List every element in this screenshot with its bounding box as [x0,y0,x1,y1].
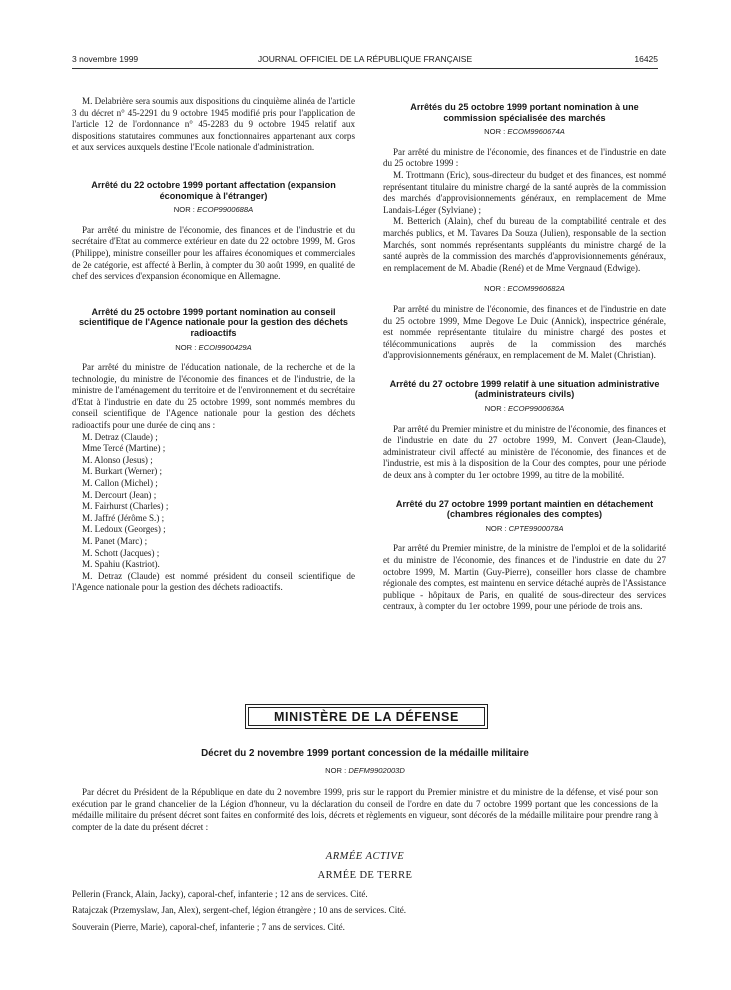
decree-paragraph: Par arrêté du ministre de l'économie, des finances et de l'industrie en date du 25 octobre 1999, Mme Degove Le Duic (Annick), inspectrice générale, est nommée représentante titulaire du ministre chargé des postes et télécommunications auprès de la commission des marchés d'approvisionnements généraux, en remplacement de M. Malet (Christian). [383,303,666,361]
nor-reference: NOR : ECOP9900688A [173,205,254,215]
section-heading-armee-active: ARMÉE ACTIVE [325,850,405,862]
decree-title-conseil-scientifique: Arrêté du 25 octobre 1999 portant nomination au conseil scientifique de l'Agence nationale pour la gestion des déchets radioactifs [79,306,348,338]
list-item: M. Spahiu (Kastriot). [82,559,160,570]
decree-body-medaille: Par décret du Président de la République en date du 2 novembre 1999, pris sur le rapport du Premier ministre et du ministre de la défense, et visé pour son exécution par le grand chancelier de la Légion d'honneur, vu la déclaration du conseil de l'ordre en date du 7 octobre 1999 portant que les concessions de la médaille militaire du présent décret sont faites en conformité des lois, décrets et règlements en vigueur, sont décorés de la médaille militaire pour prendre rang à compter de la date du présent décret : [72,787,658,832]
section-heading-armee-terre: ARMÉE DE TERRE [317,870,413,882]
nor-reference: NOR : DEFM9902003D [325,765,405,775]
list-item: M. Schott (Jacques) ; [82,547,160,558]
decree-body-conseil-scientifique: Par arrêté du ministre de l'éducation nationale, de la recherche et de la technologie, du ministre de l'économie des finances et de l'industrie, de la ministre de l'aménagement du territoire et de l'environnement et du secrétaire d'Etat à l'industrie en date du 25 octobre 1999, sont nommés membres du conseil scientifique de l'Agence nationale pour la gestion des déchets radioactifs pour une durée de cinq ans : [72,362,355,431]
decree-body-affectation: Par arrêté du ministre de l'économie, des finances et de l'industrie et du secrétaire d'Etat au commerce extérieur en date du 22 octobre 1999, M. Gros (Philippe), ministre conseiller pour les affaires économiques et commerciales de 2e catégorie, est affecté à Berlin, à compter du 30 août 1999, en qualité de chef des services d'expansion économique en Allemagne. [72,224,355,282]
decree-paragraph: M. Trottmann (Eric), sous-directeur du budget et des finances, est nommé représentant titulaire du ministre chargé de la santé auprès de la commission des marchés d'approvisionnements généraux, en remplacement de Mme Landais-Léger (Sylviane) ; [383,169,666,215]
nor-reference: NOR : ECOI9900429A [175,342,252,352]
medal-decree [72,748,658,939]
members-list [72,432,355,571]
header-date: 3 novembre 1999 [72,54,139,64]
decree-paragraph: Par arrêté du ministre de l'économie, des finances et de l'industrie en date du 25 octobre 1999 : [383,146,666,169]
list-item: M. Detraz (Claude) ; [82,431,158,442]
list-item: M. Jaffré (Jérôme S.) ; [82,512,165,523]
decree-title-medaille: Décret du 2 novembre 1999 portant concession de la médaille militaire [201,748,529,759]
list-item: M. Dercourt (Jean) ; [82,489,157,500]
list-item: M. Burkart (Werner) ; [82,466,163,477]
list-item: M. Ledoux (Georges) ; [82,524,166,535]
decree-title-affectation: Arrêté du 22 octobre 1999 portant affectation (expansion économique à l'étranger) [91,179,336,201]
closing-paragraph: M. Detraz (Claude) est nommé président du conseil scientifique de l'Agence nationale pour la gestion des déchets radioactifs. [72,570,355,593]
nor-reference: NOR : ECOP9900636A [484,404,565,414]
decree-body-maintien-detachement: Par arrêté du Premier ministre, de la ministre de l'emploi et de la solidarité et du ministre de l'économie, des finances et de l'industrie en date du 27 octobre 1999, M. Martin (Guy-Pierre), conseiller hors classe de chambre régionale des comptes, est maintenu en service détaché auprès de l'Assistance publique - hôpitaux de Paris, en qualité de sous-directeur des services centraux, à compter du 1er octobre 1999, pour une période de trois ans. [383,543,666,612]
nor-reference: NOR : ECOM9960674A [484,127,565,137]
ministry-heading-box [245,704,488,729]
list-item: Ratajczak (Przemyslaw, Jan, Alex), sergent-chef, légion étrangère ; 10 ans de services. Cité. [72,905,407,916]
page-header [72,54,658,68]
header-journal-title: JOURNAL OFFICIEL DE LA RÉPUBLIQUE FRANÇAISE [257,54,473,64]
nor-reference: NOR : CPTE9900078A [485,523,564,533]
list-item: M. Callon (Michel) ; [82,478,158,489]
list-item: M. Panet (Marc) ; [82,536,148,546]
header-page-number: 16425 [634,54,658,64]
nor-reference: NOR : ECOM9960682A [484,284,565,294]
ministry-heading: MINISTÈRE DE LA DÉFENSE [274,709,459,724]
list-item: Souverain (Pierre, Marie), caporal-chef, infanterie ; 7 ans de services. Cité. [72,921,345,932]
header-rule [72,68,658,69]
decree-paragraph: M. Betterich (Alain), chef du bureau de la comptabilité centrale et des marchés publics, et M. Tavares Da Souza (Julien), responsable de la section Marchés, sont nommés représentants suppléants du ministre chargé de la santé auprès de la commission des marchés d'approvisionnements généraux, en remplacement de M. Abadie (René) et de Mme Vergnaud (Edwige). [383,216,666,273]
list-item: Pellerin (Franck, Alain, Jacky), caporal-chef, infanterie ; 12 ans de services. Cité. [72,888,368,899]
decree-title-commission-marches: Arrêtés du 25 octobre 1999 portant nomination à une commission spécialisée des marchés [410,102,639,123]
intro-paragraph: M. Delabrière sera soumis aux dispositions du cinquième alinéa de l'article 3 du décret n° 45-2291 du 9 octobre 1945 modifié pris pour l'application de l'article 12 de l'ordonnance n° 45-2283 du 9 octobre 1945 relatif aux dispositions statutaires communes aux fonctionnaires appartenant aux corps et aux services auxquels destine l'Ecole nationale d'administration. [72,96,355,153]
list-item: Mme Tercé (Martine) ; [82,443,166,454]
decree-body-situation-administrative: Par arrêté du Premier ministre et du ministre de l'économie, des finances et de l'industrie en date du 27 octobre 1999, M. Convert (Jean-Claude), administrateur civil affecté au ministère de l'économie, des finances et de l'industrie, est mis à la disposition de la Cour des comptes, pour une période de deux ans à compter du 1er octobre 1999, au titre de la mobilité. [383,423,666,481]
list-item: M. Fairhurst (Charles) ; [82,501,169,512]
decree-title-situation-administrative: Arrêté du 27 octobre 1999 relatif à une situation administrative (administrateurs civils) [389,378,660,400]
list-item: M. Alonso (Jesus) ; [82,454,153,465]
right-column [383,102,666,613]
decree-title-maintien-detachement: Arrêté du 27 octobre 1999 portant maintien en détachement (chambres régionales des comptes) [395,498,654,520]
left-column [72,96,355,594]
